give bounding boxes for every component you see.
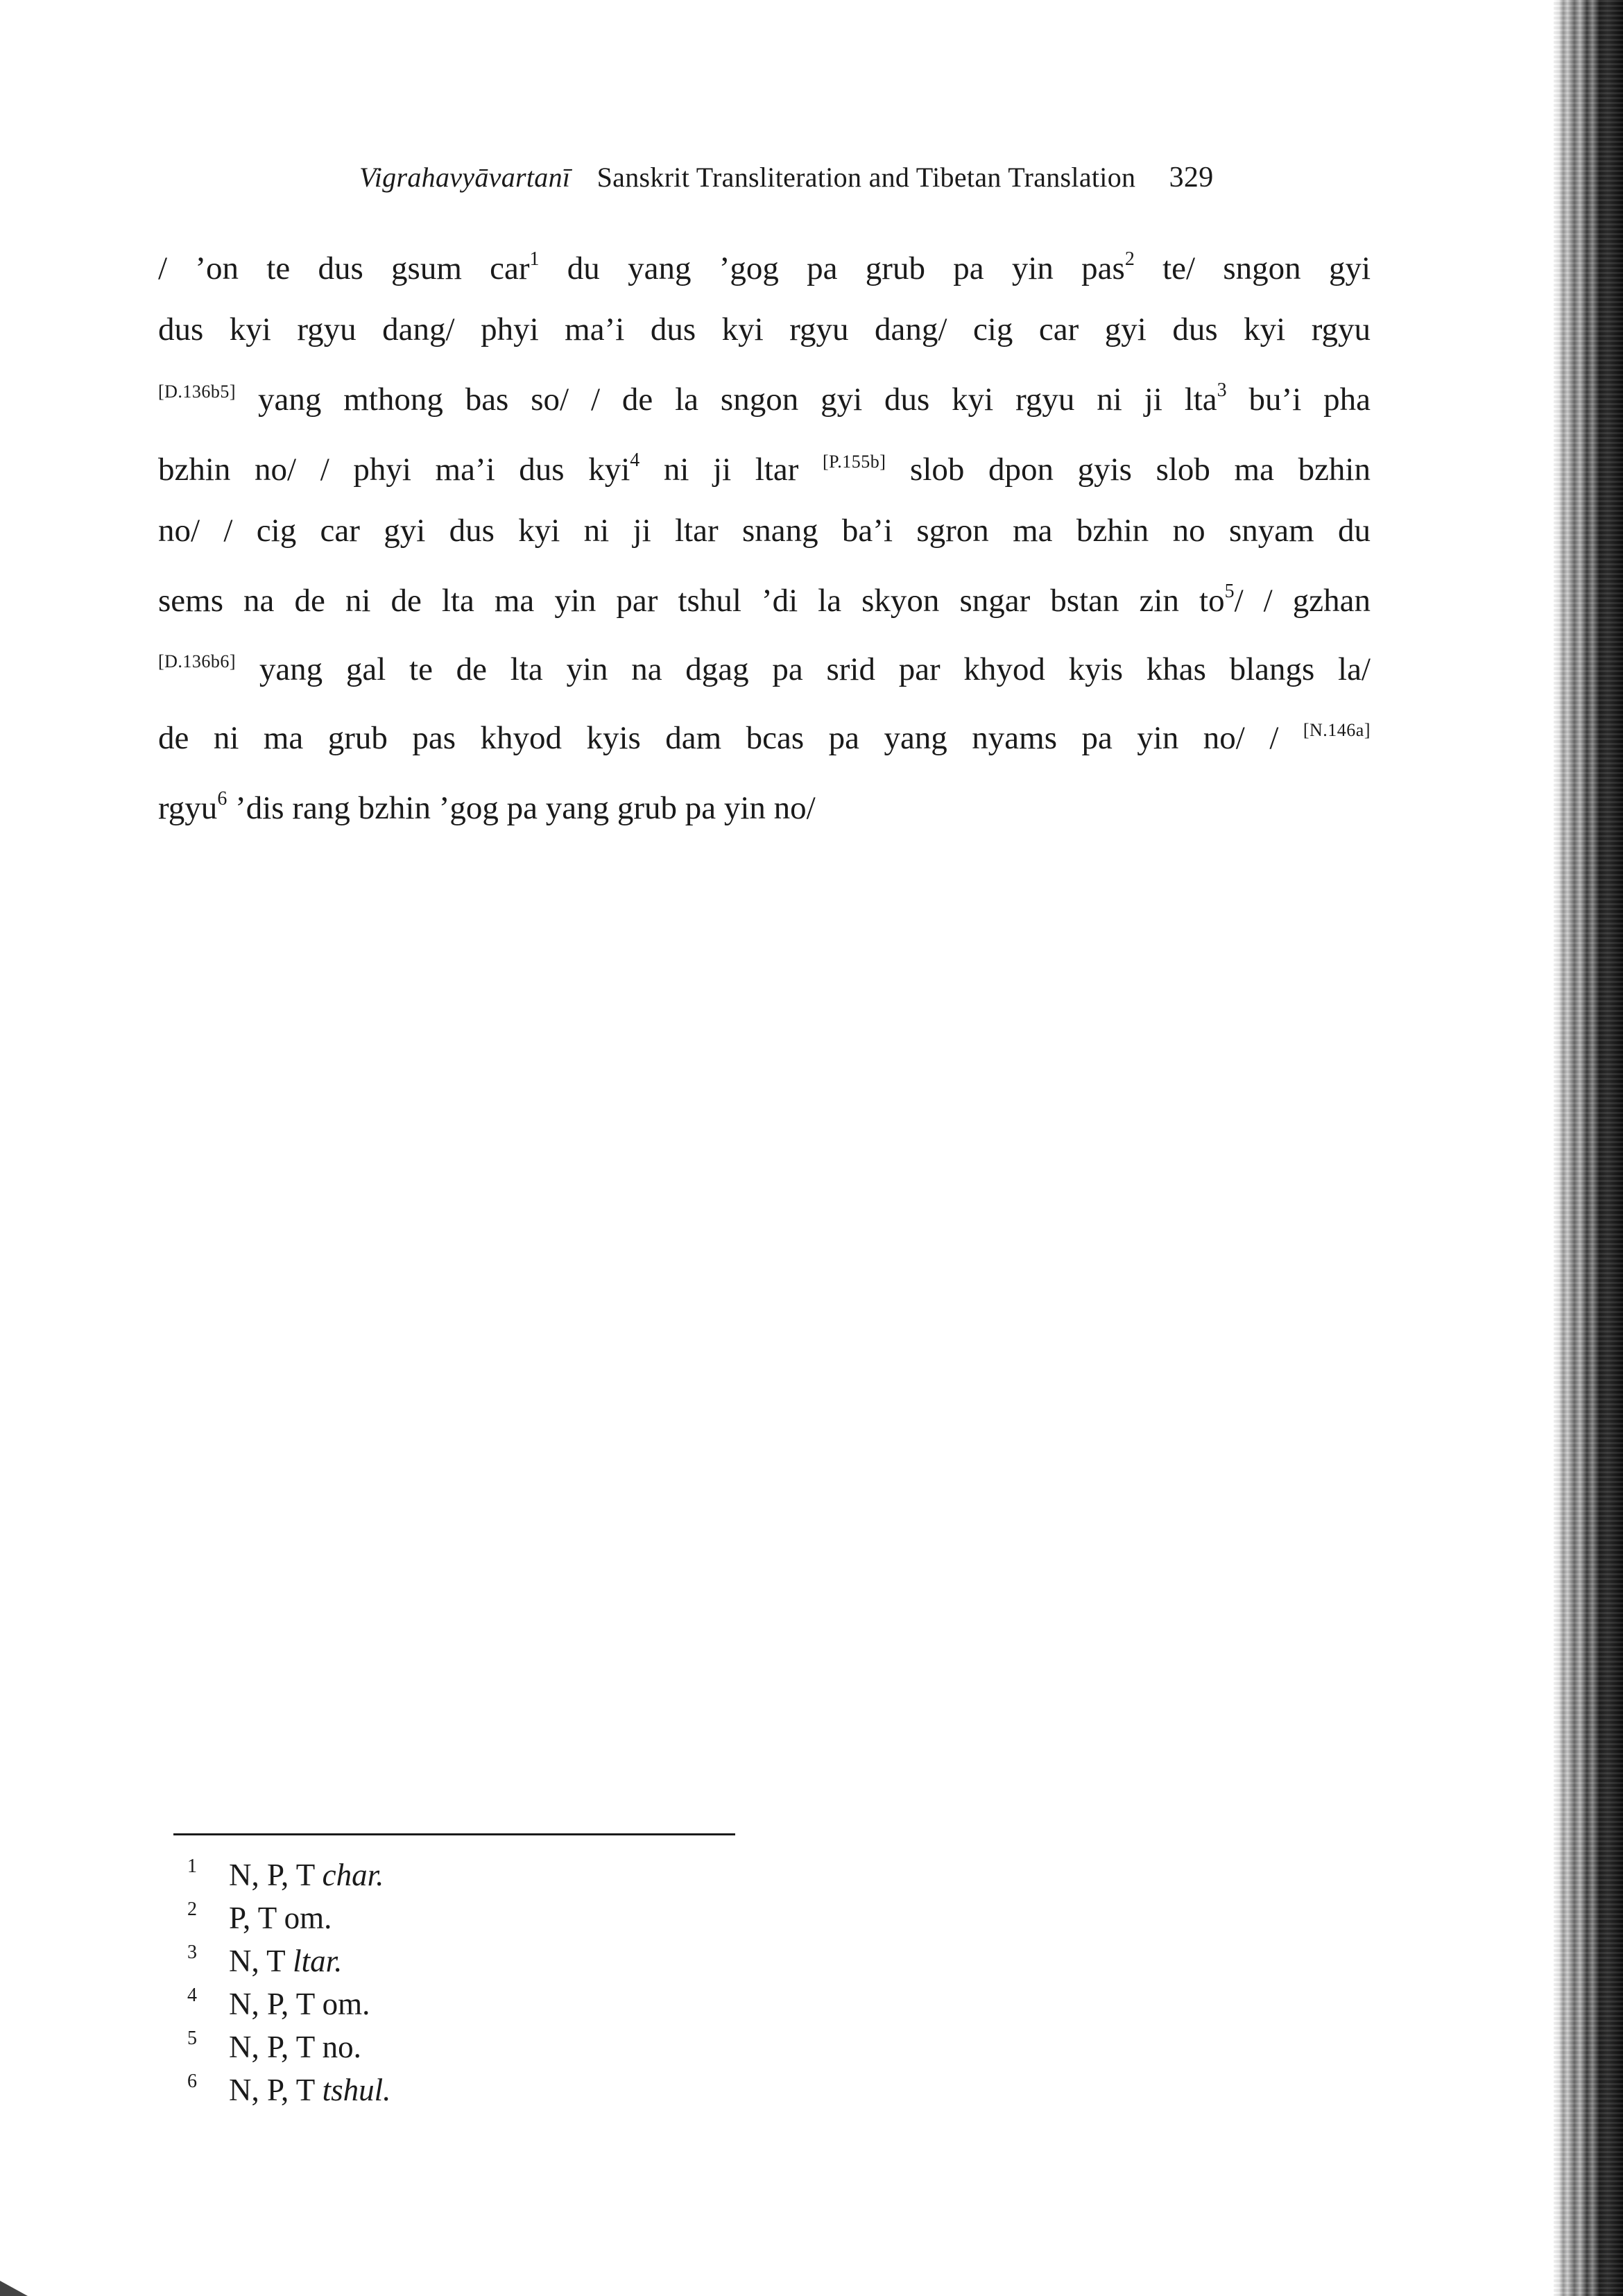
text-line xyxy=(158,360,1371,430)
book-title: Vigrahavyāvartanī xyxy=(359,162,571,193)
text-line xyxy=(158,631,1371,700)
text-run: sems na de ni de lta ma yin par tshul ’di la skyon sngar bstan zin to xyxy=(158,583,1225,619)
text-line xyxy=(158,700,1371,769)
text-run: no/ / cig car gyi dus kyi ni ji ltar snang ba’i sgron ma bzhin no snyam du xyxy=(158,513,1371,549)
footnote-witnesses: N, P, T xyxy=(229,1858,323,1892)
folio-reference: [D.136b6] xyxy=(158,651,237,671)
text-run: bu’i pha xyxy=(1226,382,1371,418)
footnotes-list xyxy=(187,1853,390,2111)
text-run: du yang ’gog pa grub pa yin pas xyxy=(539,250,1125,286)
text-run: / / gzhan xyxy=(1234,583,1371,619)
footnote-number: 1 xyxy=(187,1856,197,1877)
text-run: rgyu xyxy=(158,790,218,826)
footnote-item xyxy=(187,1939,390,1982)
footnote-item xyxy=(187,2068,390,2111)
footnote-item xyxy=(187,1853,390,1896)
text-line xyxy=(158,299,1371,360)
footnote-number: 2 xyxy=(187,1899,197,1920)
footnote-witnesses: N, P, T xyxy=(229,2030,323,2064)
footnote-marker: 2 xyxy=(1124,248,1135,270)
text-run: / ’on te dus gsum car xyxy=(158,250,530,286)
text-line xyxy=(158,430,1371,500)
footnote-witnesses: N, T xyxy=(229,1944,293,1978)
footnote-number: 5 xyxy=(187,2028,197,2049)
footnote-reading: no. xyxy=(322,2030,361,2064)
footnote-witnesses: N, P, T xyxy=(229,1987,323,2021)
footnote-marker: 3 xyxy=(1217,379,1227,401)
text-run: yang gal te de lta yin na dgag pa srid par khyod kyis khas blangs la/ xyxy=(236,651,1371,687)
footnote-number: 3 xyxy=(187,1942,197,1963)
text-run: dus kyi rgyu dang/ phyi ma’i dus kyi rgyu dang/ cig car gyi dus kyi rgyu xyxy=(158,311,1371,348)
footnote-number: 4 xyxy=(187,1985,197,2006)
footnote-reading: ltar. xyxy=(293,1944,343,1978)
footnote-reading: char. xyxy=(322,1858,384,1892)
footnote-item xyxy=(187,2025,390,2068)
text-run: bzhin no/ / phyi ma’i dus kyi xyxy=(158,452,630,488)
text-run: ni ji ltar xyxy=(639,452,823,488)
footnote-marker: 5 xyxy=(1224,581,1235,602)
tibetan-translation-text xyxy=(158,229,1371,839)
footnote-divider xyxy=(173,1833,735,1835)
text-line xyxy=(158,561,1371,631)
footnote-reading: om. xyxy=(322,1987,370,2021)
footnote-reading: tshul. xyxy=(322,2073,391,2107)
footnote-reading: om. xyxy=(284,1901,332,1935)
text-run: yang mthong bas so/ / de la sngon gyi dus kyi rgyu ni ji lta xyxy=(236,382,1217,418)
footnote-item xyxy=(187,1982,390,2025)
folio-reference: [D.136b5] xyxy=(158,382,237,402)
scan-corner-shadow xyxy=(0,2275,42,2296)
folio-reference: [P.155b] xyxy=(823,452,886,472)
text-run: te/ sngon gyi xyxy=(1134,250,1371,286)
running-header xyxy=(359,161,1214,194)
text-run: de ni ma grub pas khyod kyis dam bcas pa yang nyams pa yin no/ / xyxy=(158,720,1303,756)
footnote-witnesses: P, T xyxy=(229,1901,284,1935)
footnote-marker: 6 xyxy=(217,788,227,809)
footnote-item xyxy=(187,1896,390,1939)
text-run: slob dpon gyis slob ma bzhin xyxy=(886,452,1371,488)
scan-binding-edge xyxy=(1554,0,1623,2296)
text-line xyxy=(158,500,1371,561)
footnote-marker: 4 xyxy=(630,449,640,471)
section-title: Sanskrit Transliteration and Tibetan Translation xyxy=(596,162,1136,193)
text-line xyxy=(158,229,1371,299)
footnote-marker: 1 xyxy=(529,248,540,270)
text-line xyxy=(158,769,1371,839)
page-number: 329 xyxy=(1169,162,1214,194)
text-run: ’dis rang bzhin ’gog pa yang grub pa yin no/ xyxy=(227,790,816,826)
folio-reference: [N.146a] xyxy=(1303,720,1371,740)
footnote-number: 6 xyxy=(187,2071,197,2092)
footnote-witnesses: N, P, T xyxy=(229,2073,323,2107)
